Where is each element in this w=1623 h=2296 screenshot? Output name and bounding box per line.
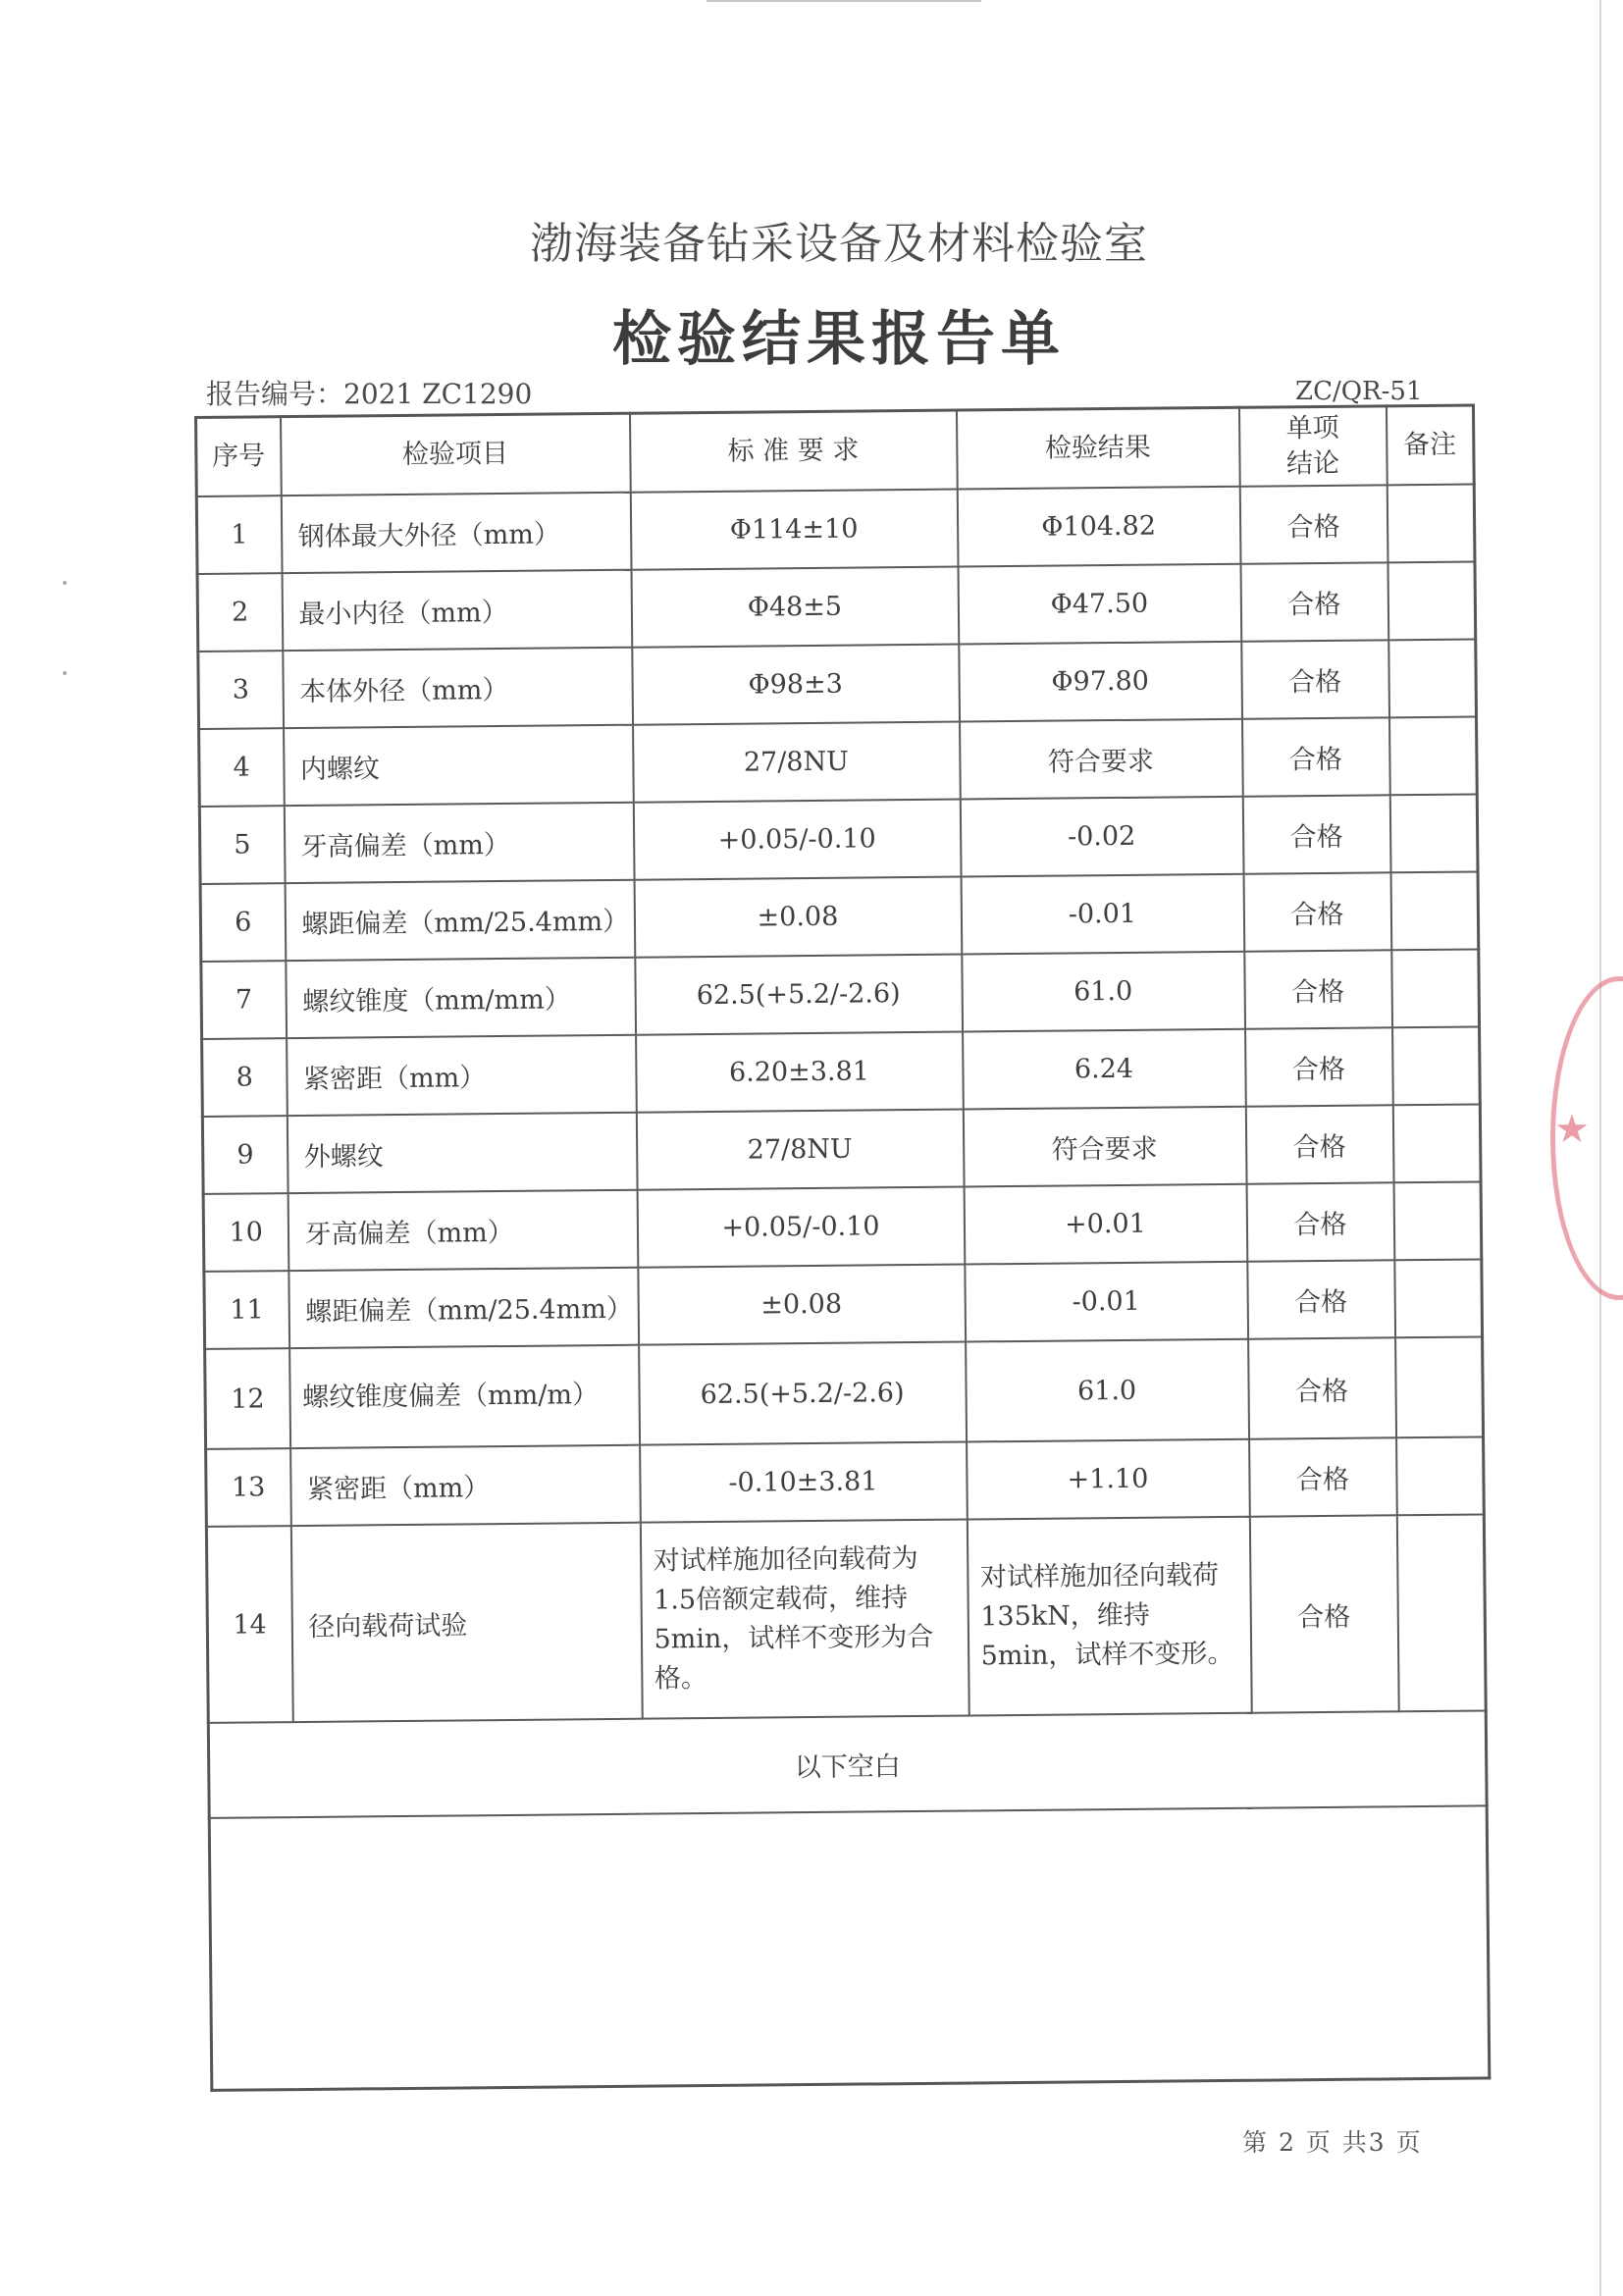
row-number: 2 bbox=[197, 573, 283, 652]
inspection-result: +0.01 bbox=[964, 1184, 1247, 1265]
seal-star-icon: ★ bbox=[1554, 1107, 1590, 1152]
item-conclusion: 合格 bbox=[1243, 872, 1391, 951]
remark bbox=[1396, 1514, 1486, 1711]
table-row bbox=[198, 639, 1477, 728]
table-row bbox=[197, 561, 1476, 651]
inspection-item: 螺距偏差（mm/25.4mm） bbox=[288, 1268, 639, 1348]
standard-requirement: -0.10±3.81 bbox=[640, 1441, 968, 1522]
item-conclusion: 合格 bbox=[1239, 485, 1387, 563]
remark bbox=[1392, 1026, 1481, 1105]
inspection-item: 径向载荷试验 bbox=[290, 1523, 642, 1722]
inspection-item: 螺纹锥度偏差（mm/m） bbox=[289, 1345, 640, 1448]
item-conclusion: 合格 bbox=[1248, 1337, 1396, 1438]
col-header-note: 备注 bbox=[1386, 405, 1474, 485]
inspection-result: +1.10 bbox=[967, 1439, 1250, 1520]
results-table bbox=[194, 403, 1491, 2091]
inspection-result: 符合要求 bbox=[960, 719, 1243, 800]
item-conclusion: 合格 bbox=[1245, 1105, 1393, 1183]
row-number: 3 bbox=[198, 651, 284, 729]
col-header-conclusion: 单项 结论 bbox=[1238, 406, 1387, 487]
row-number: 6 bbox=[200, 883, 286, 962]
item-conclusion: 合格 bbox=[1247, 1260, 1395, 1338]
remark bbox=[1391, 949, 1480, 1027]
inspection-item: 牙高偏差（mm） bbox=[284, 803, 634, 883]
col-header-no: 序号 bbox=[196, 417, 282, 496]
row-number: 13 bbox=[206, 1448, 291, 1527]
blank-marker-row bbox=[208, 1710, 1487, 1817]
table-row bbox=[205, 1336, 1484, 1448]
inspection-item: 钢体最大外径（mm） bbox=[281, 493, 631, 573]
form-code: ZC/QR-51 bbox=[1295, 377, 1423, 406]
inspection-item: 内螺纹 bbox=[284, 725, 634, 806]
inspection-result: 对试样施加径向载荷135kN，维持5min，试样不变形。 bbox=[967, 1517, 1251, 1716]
inspection-result: -0.01 bbox=[965, 1262, 1248, 1342]
row-number: 11 bbox=[204, 1271, 289, 1349]
remark bbox=[1387, 561, 1476, 640]
standard-requirement: Φ48±5 bbox=[631, 567, 959, 648]
col-header-result: 检验结果 bbox=[956, 407, 1239, 489]
inspection-result: Φ97.80 bbox=[959, 642, 1242, 722]
empty-row bbox=[209, 1805, 1490, 2090]
table-row bbox=[199, 794, 1478, 883]
standard-requirement: 27/8NU bbox=[633, 722, 961, 803]
header-row bbox=[196, 405, 1475, 496]
blank-marker: 以下空白 bbox=[208, 1710, 1487, 1817]
standard-requirement: Φ114±10 bbox=[630, 490, 958, 570]
remark bbox=[1392, 1104, 1481, 1182]
table-row bbox=[200, 871, 1479, 961]
remark bbox=[1388, 639, 1477, 717]
item-conclusion: 合格 bbox=[1249, 1437, 1397, 1516]
row-number: 14 bbox=[206, 1526, 292, 1723]
inspection-item: 紧密距（mm） bbox=[290, 1445, 641, 1526]
standard-requirement: +0.05/-0.10 bbox=[637, 1187, 965, 1268]
table-row bbox=[199, 716, 1478, 806]
inspection-item: 最小内径（mm） bbox=[282, 570, 632, 651]
inspection-result: Φ47.50 bbox=[958, 564, 1241, 645]
standard-requirement: 27/8NU bbox=[636, 1110, 964, 1190]
row-number: 10 bbox=[203, 1193, 288, 1272]
page-number: 第 2 页 共3 页 bbox=[1242, 2128, 1423, 2157]
table-row bbox=[196, 484, 1475, 573]
row-number: 7 bbox=[201, 961, 287, 1039]
remark bbox=[1395, 1336, 1484, 1437]
table-row bbox=[206, 1514, 1486, 1722]
remark bbox=[1393, 1181, 1482, 1260]
remark bbox=[1389, 794, 1478, 872]
inspection-result: 61.0 bbox=[962, 952, 1245, 1032]
org-title: 渤海装备钻采设备及材料检验室 bbox=[530, 219, 1148, 269]
inspection-result: 符合要求 bbox=[963, 1107, 1246, 1187]
remark bbox=[1387, 484, 1475, 562]
scan-mark bbox=[707, 0, 981, 2]
row-number: 9 bbox=[202, 1116, 288, 1194]
item-conclusion: 合格 bbox=[1245, 1027, 1393, 1106]
row-number: 4 bbox=[199, 728, 285, 807]
row-number: 8 bbox=[202, 1038, 288, 1117]
standard-requirement: 62.5(+5.2/-2.6) bbox=[635, 955, 963, 1035]
standard-requirement: 6.20±3.81 bbox=[636, 1032, 964, 1113]
item-conclusion: 合格 bbox=[1242, 795, 1390, 873]
col-header-item: 检验项目 bbox=[281, 413, 631, 496]
standard-requirement: ±0.08 bbox=[638, 1265, 966, 1345]
standard-requirement: 对试样施加径向载荷为1.5倍额定载荷，维持5min，试样不变形为合格。 bbox=[640, 1519, 969, 1718]
standard-requirement: 62.5(+5.2/-2.6) bbox=[639, 1342, 967, 1445]
standard-requirement: Φ98±3 bbox=[632, 645, 960, 725]
table-row bbox=[202, 1104, 1481, 1193]
item-conclusion: 合格 bbox=[1242, 717, 1390, 796]
remark bbox=[1390, 871, 1479, 950]
item-conclusion: 合格 bbox=[1240, 562, 1388, 641]
item-conclusion: 合格 bbox=[1249, 1515, 1398, 1712]
inspection-result: Φ104.82 bbox=[957, 487, 1240, 567]
remark bbox=[1396, 1436, 1485, 1515]
table-row bbox=[206, 1436, 1485, 1526]
row-number: 5 bbox=[199, 806, 285, 884]
table-row bbox=[203, 1181, 1482, 1271]
inspection-item: 螺纹锥度（mm/mm） bbox=[286, 958, 636, 1038]
inspection-item: 螺距偏差（mm/25.4mm） bbox=[285, 880, 635, 961]
doc-title: 检验结果报告单 bbox=[612, 305, 1066, 374]
standard-requirement: ±0.08 bbox=[634, 877, 962, 958]
inspection-item: 紧密距（mm） bbox=[287, 1035, 637, 1116]
inspection-result: -0.02 bbox=[960, 797, 1243, 877]
scan-speck bbox=[63, 581, 67, 585]
empty-area bbox=[209, 1805, 1490, 2090]
inspection-result: 6.24 bbox=[963, 1029, 1246, 1110]
remark bbox=[1394, 1259, 1483, 1337]
inspection-result: 61.0 bbox=[966, 1339, 1249, 1442]
scan-speck bbox=[63, 671, 67, 675]
row-number: 1 bbox=[196, 496, 282, 574]
inspection-item: 牙高偏差（mm） bbox=[288, 1190, 638, 1271]
inspection-result: -0.01 bbox=[961, 874, 1244, 955]
standard-requirement: +0.05/-0.10 bbox=[633, 800, 961, 880]
col-header-standard: 标 准 要 求 bbox=[629, 410, 957, 493]
row-number: 12 bbox=[205, 1348, 290, 1449]
remark bbox=[1389, 716, 1478, 795]
table-row bbox=[204, 1259, 1483, 1348]
inspection-item: 本体外径（mm） bbox=[283, 648, 633, 728]
table-row bbox=[202, 1026, 1481, 1116]
table-row bbox=[201, 949, 1480, 1038]
item-conclusion: 合格 bbox=[1246, 1182, 1394, 1261]
inspection-item: 外螺纹 bbox=[287, 1113, 637, 1193]
report-number: 报告编号：2021 ZC1290 bbox=[206, 378, 533, 410]
item-conclusion: 合格 bbox=[1241, 640, 1389, 718]
item-conclusion: 合格 bbox=[1244, 950, 1392, 1028]
